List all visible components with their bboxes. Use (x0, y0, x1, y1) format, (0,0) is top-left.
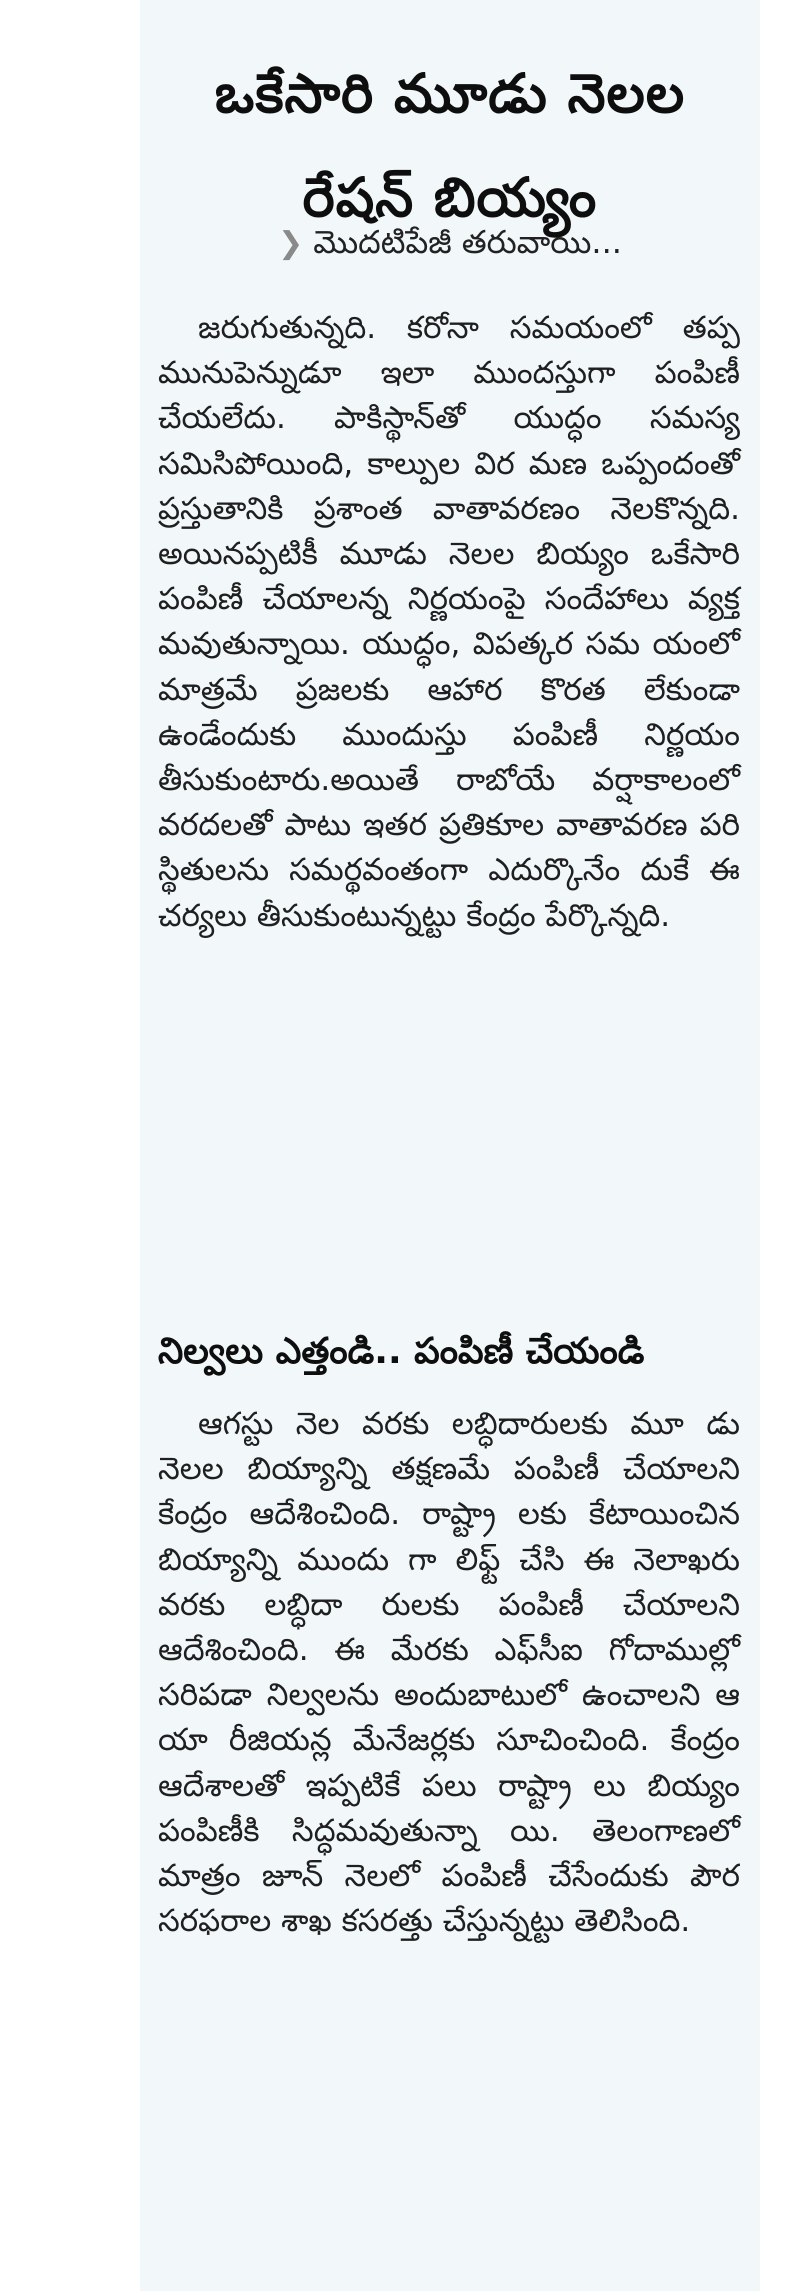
headline-line-1: ఒకేసారి మూడు నెలల (214, 62, 686, 126)
paragraph-2: ఆగస్టు నెల వరకు లబ్ధిదారులకు మూ డు నెలల బియ్యాన్ని తక్షణమే పంపిణీ చేయాలని కేంద్రం ఆదేశించింది. రాష్ట్రా లకు కేటాయించిన బియ్యాన్ని ముందు గా లిఫ్ట్ చేసి ఈ నెలాఖరు వరకు లబ్ధిదా రులకు పంపిణీ చేయాలని ఆదేశించింది. ఈ మేరకు ఎఫ్‌సీఐ గోదాముల్లో సరిపడా నిల్వలను అందుబాటులో ఉంచాలని ఆ యా రీజియన్ల మేనేజర్లకు సూచించింది. కేంద్రం ఆదేశాలతో ఇప్పటికే పలు రాష్ట్రా లు బియ్యం పంపిణీకి సిద్ధమవుతున్నా యి. తెలంగాణలో మాత్రం జూన్ నెలలో పంపిణీ చేసేందుకు పౌర సరఫరాల శాఖ కసరత్తు చేస్తున్నట్టు తెలిసింది. (158, 1406, 740, 1940)
headline-line-2: రేషన్ బియ్యం (302, 166, 598, 230)
cut-off-heading-fragment (290, 2278, 630, 2291)
continuation-line (140, 222, 760, 264)
continuation-text: మొదటిపేజీ తరువాయి... (313, 223, 622, 261)
chevron-right-icon: ❯ (278, 226, 304, 261)
subheading: నిల్వలు ఎత్తండి.. పంపిణీ చేయండి (158, 1331, 645, 1372)
paragraph-1: జరుగుతున్నది. కరోనా సమయంలో తప్ప మునుపెన్నుడూ ఇలా ముందస్తుగా పంపిణీ చేయలేదు. పాకిస్థాన్‌తో యుద్ధం సమస్య సమిసిపోయింది, కాల్పుల విర మణ ఒప్పందంతో ప్రస్తుతానికి ప్రశాంత వాతావరణం నెలకొన్నది. అయినప్పటికీ మూడు నెలల బియ్యం ఒకేసారి పంపిణీ చేయాలన్న నిర్ణయంపై సందేహాలు వ్యక్త మవుతున్నాయి. యుద్ధం, విపత్కర సమ యంలో మాత్రమే ప్రజలకు ఆహార కొరత లేకుండా ఉండేందుకు ముందుస్తు పంపిణీ నిర్ణయం తీసుకుంటారు.అయితే రాబోయే వర్షాకాలంలో వరదలతో పాటు ఇతర ప్రతికూల వాతావరణ పరి స్థితులను సమర్థవంతంగా ఎదుర్కొనేం దుకే ఈ చర్యలు తీసుకుంటున్నట్టు కేంద్రం పేర్కొన్నది. (158, 310, 740, 934)
